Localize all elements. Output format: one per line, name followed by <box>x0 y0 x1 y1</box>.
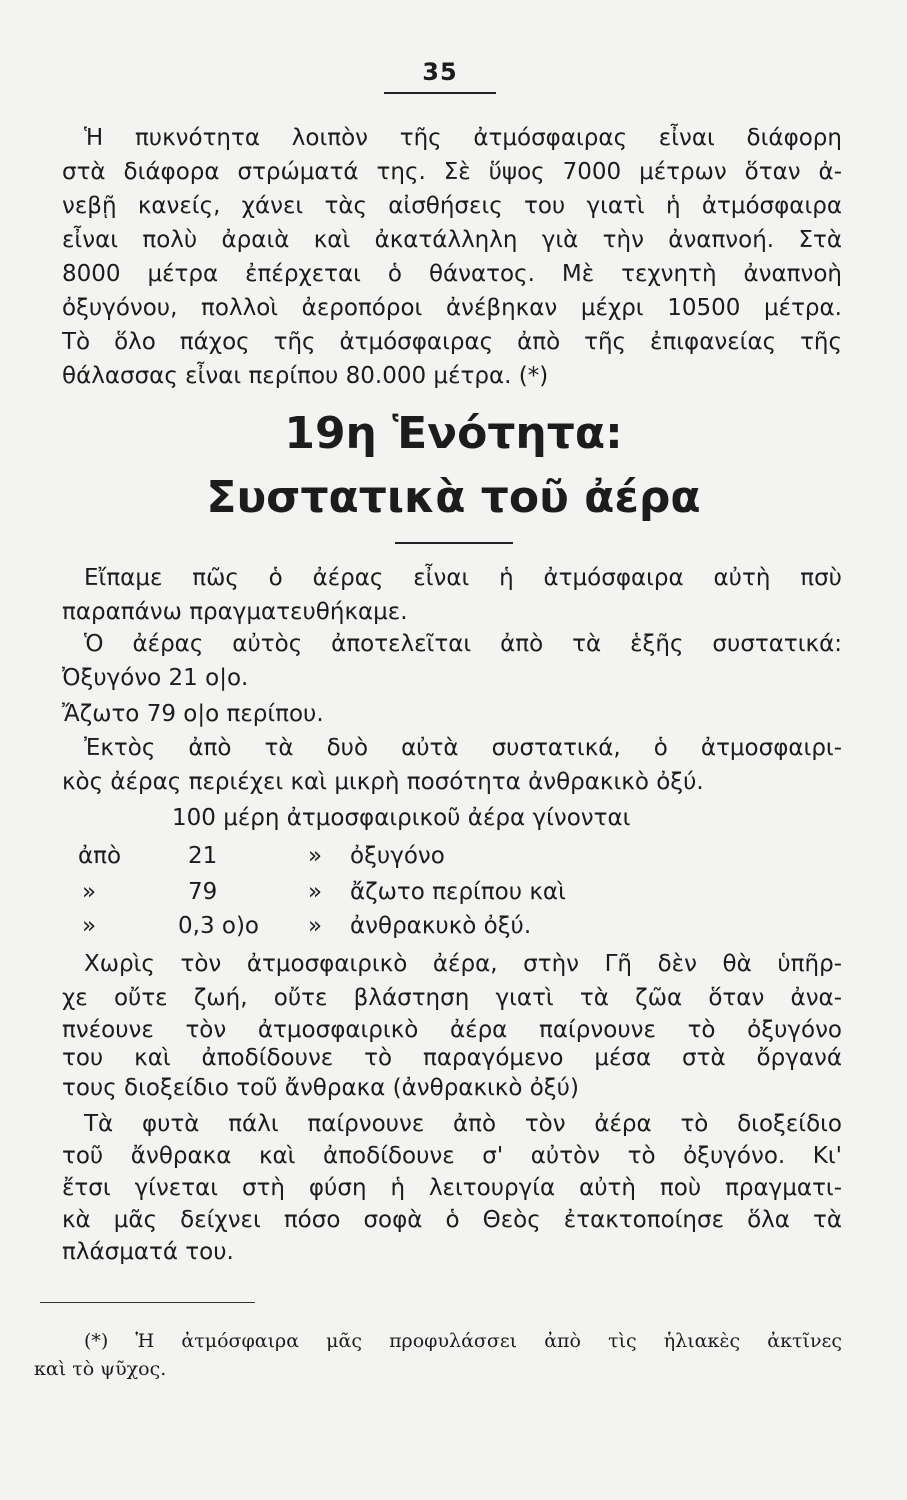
table-sep: » <box>308 879 323 905</box>
text-line: του καὶ ἀποδίδουνε τὸ παραγόμενο μέσα στὰ ὄργανά <box>62 1045 842 1071</box>
text-line: Ὀξυγόνο 21 ο|ο. <box>62 665 249 691</box>
section-heading-number: 19η Ἑνότητα: <box>284 408 623 459</box>
text-line: θάλασσας εἶναι περίπου 80.000 μέτρα. (*) <box>62 363 549 389</box>
table-amount: 79 <box>188 879 218 905</box>
text-line: στὰ διάφορα στρώματά της. Σὲ ὕψος 7000 μέτρων ὅταν ἀ- <box>62 159 842 185</box>
text-line: Εἴπαμε πῶς ὁ ἀέρας εἶναι ἡ ἀτμόσφαιρα αὐτὴ πσὺ <box>84 565 842 591</box>
text-line: τους διοξείδιο τοῦ ἄνθρακα (ἀνθρακικὸ ὀξύ) <box>62 1075 579 1101</box>
text-line: ὀξυγόνου, πολλοὶ ἀεροπόροι ἀνέβηκαν μέχρι 10500 μέτρα. <box>62 295 842 321</box>
text-line: Ἄζωτο 79 ο|ο περίπου. <box>62 701 324 727</box>
table-sep: » <box>308 843 323 869</box>
text-line: Τὸ ὅλο πάχος τῆς ἀτμόσφαιρας ἀπὸ τῆς ἐπιφανείας τῆς <box>62 329 842 355</box>
text-line: παραπάνω πραγματευθήκαμε. <box>62 599 408 625</box>
text-line: πλάσματά του. <box>62 1239 234 1265</box>
table-amount: 21 <box>188 843 218 869</box>
table-substance: ὀξυγόνο <box>350 843 445 869</box>
text-line: εἶναι πολὺ ἀραιὰ καὶ ἀκατάλληλη γιὰ τὴν ἀναπνοή. Στὰ <box>62 227 842 253</box>
footnote-rule <box>40 1302 255 1303</box>
page-number-underline <box>384 92 496 94</box>
table-header: 100 μέρη ἀτμοσφαιρικοῦ ἀέρα γίνονται <box>172 805 631 831</box>
table-substance: ἄζωτο περίπου καὶ <box>350 879 566 905</box>
text-line: κὸς ἀέρας περιέχει καὶ μικρὴ ποσότητα ἀνθρακικὸ ὀξύ. <box>62 769 704 795</box>
table-sep: » <box>308 913 323 939</box>
footnote-line: (*) Ἡ ἀτμόσφαιρα μᾶς προφυλάσσει ἀπὸ τὶς ἡλιακὲς ἀκτῖνες <box>84 1330 842 1352</box>
text-line: 8000 μέτρα ἐπέρχεται ὁ θάνατος. Μὲ τεχνητὴ ἀναπνοὴ <box>62 261 842 287</box>
text-line: Χωρὶς τὸν ἀτμοσφαιρικὸ ἀέρα, στὴν Γῆ δὲν θὰ ὑπῆρ- <box>84 951 842 977</box>
text-line: τοῦ ἄνθρακα καὶ ἀποδίδουνε σ' αὐτὸν τὸ ὀξυγόνο. Κι' <box>62 1143 842 1169</box>
text-line: νεβῇ κανείς, χάνει τὰς αἰσθήσεις του γιατὶ ἡ ἀτμόσφαιρα <box>62 193 842 219</box>
text-line: Ἡ πυκνότητα λοιπὸν τῆς ἀτμόσφαιρας εἶναι διάφορη <box>84 125 842 151</box>
footnote-line: καὶ τὸ ψῦχος. <box>34 1358 167 1380</box>
text-line: ἔτσι γίνεται στὴ φύση ἡ λειτουργία αὐτὴ ποὺ πραγματι- <box>62 1175 842 1201</box>
text-line: χε οὔτε ζωή, οὔτε βλάστηση γιατὶ τὰ ζῶα ὅταν ἀνα- <box>62 985 842 1011</box>
text-line: Ἐκτὸς ἀπὸ τὰ δυὸ αὐτὰ συστατικά, ὁ ἀτμοσφαιρι- <box>84 735 842 761</box>
table-substance: ἀνθρακυκὸ ὀξύ. <box>350 913 532 939</box>
table-prefix: ἀπὸ <box>78 843 122 869</box>
heading-rule <box>395 542 513 544</box>
text-line: κὰ μᾶς δείχνει πόσο σοφὰ ὁ Θεὸς ἐτακτοποίησε ὅλα τὰ <box>62 1207 842 1233</box>
text-line: Τὰ φυτὰ πάλι παίρνουνε ἀπὸ τὸν ἀέρα τὸ διοξείδιο <box>84 1111 842 1137</box>
text-line: Ὁ ἀέρας αὐτὸς ἀποτελεῖται ἀπὸ τὰ ἑξῆς συστατικά: <box>84 631 842 657</box>
page-number: 35 <box>422 58 458 86</box>
table-amount: 0,3 ο)ο <box>178 913 260 939</box>
text-line: πνέουνε τὸν ἀτμοσφαιρικὸ ἀέρα παίρνουνε τὸ ὀξυγόνο <box>62 1017 842 1043</box>
section-heading-title: Συστατικὰ τοῦ ἀέρα <box>206 472 701 523</box>
table-prefix: » <box>82 913 97 939</box>
table-prefix: » <box>82 879 97 905</box>
